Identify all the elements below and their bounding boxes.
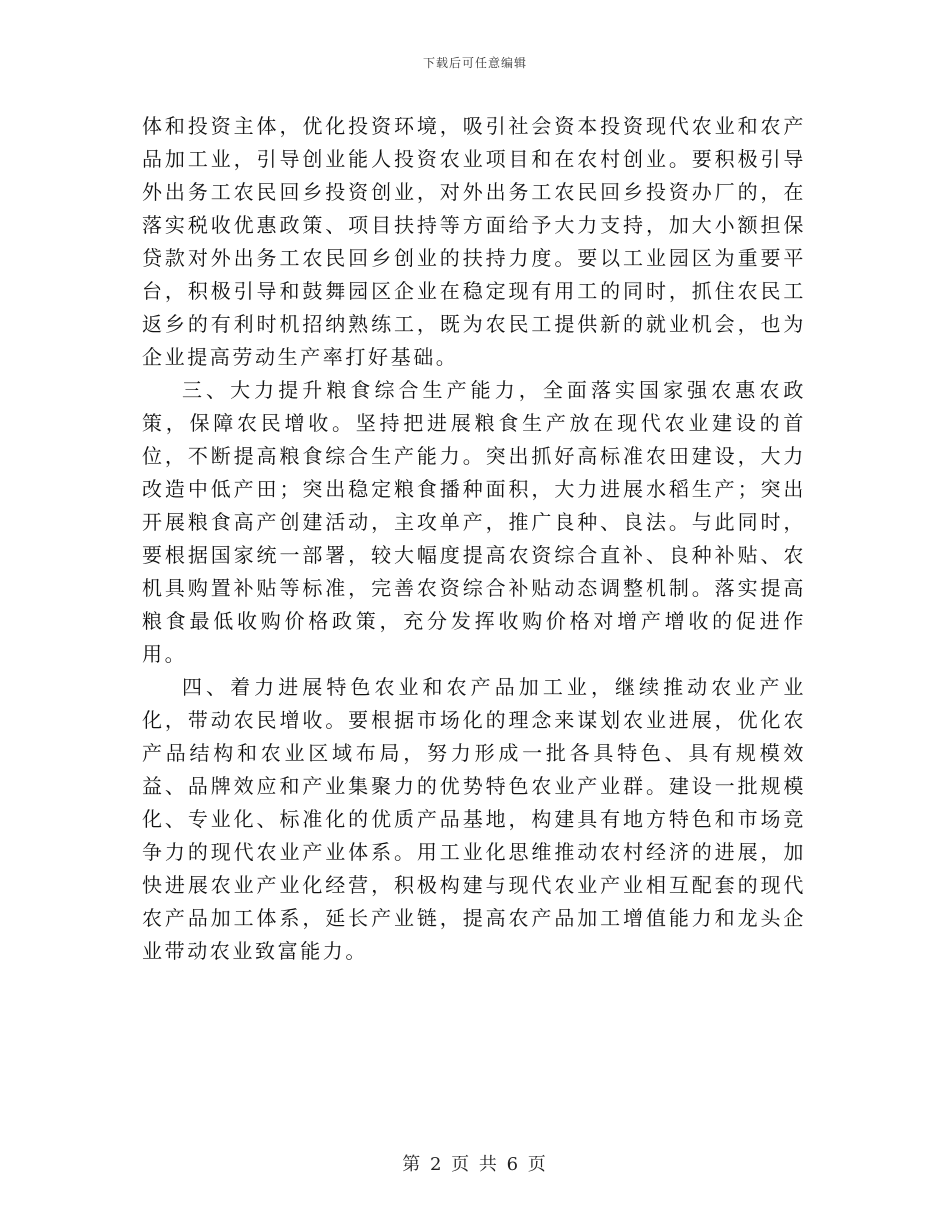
page-header: 下载后可任意编辑 (422, 56, 527, 70)
page-number-footer: 第 2 页 共 6 页 (402, 1154, 548, 1175)
paragraph-continuation: 体和投资主体，优化投资环境，吸引社会资本投资现代农业和农产品加工业，引导创业能人投资农业项目和在农村创业。要积极引导外出务工农民回乡投资创业，对外出务工农民回乡投资办厂的，在落实税收优惠政策、项目扶持等方面给予大力支持，加大小额担保贷款对外出务工农民回乡创业的扶持力度。要以工业园区为重要平台，积极引导和鼓舞园区企业在稳定现有用工的同时，抓住农民工返乡的有利时机招纳熟练工，既为农民工提供新的就业机会，也为企业提高劳动生产率打好基础。 (142, 114, 806, 369)
paragraph-section-four: 四、着力进展特色农业和农产品加工业，继续推动农业产业化，带动农民增收。要根据市场化的理念来谋划农业进展，优化农产品结构和农业区域布局，努力形成一批各具特色、具有规模效益、品牌效应和产业集聚力的优势特色农业产业群。建设一批规模化、专业化、标准化的优质产品基地，构建具有地方特色和市场竞争力的现代农业产业体系。用工业化思维推动农村经济的进展，加快进展农业产业化经营，积极构建与现代农业产业相互配套的现代农产品加工体系，延长产业链，提高农产品加工增值能力和龙头企业带动农业致富能力。 (142, 675, 806, 963)
paragraph-section-three: 三、大力提升粮食综合生产能力，全面落实国家强农惠农政策，保障农民增收。坚持把进展粮食生产放在现代农业建设的首位，不断提高粮食综合生产能力。突出抓好高标准农田建设，大力改造中低产田；突出稳定粮食播种面积，大力进展水稻生产；突出开展粮食高产创建活动，主攻单产，推广良种、良法。与此同时，要根据国家统一部署，较大幅度提高农资综合直补、良种补贴、农机具购置补贴等标准，完善农资综合补贴动态调整机制。落实提高粮食最低收购价格政策，充分发挥收购价格对增产增收的促进作用。 (142, 378, 806, 666)
document-body (142, 110, 806, 968)
